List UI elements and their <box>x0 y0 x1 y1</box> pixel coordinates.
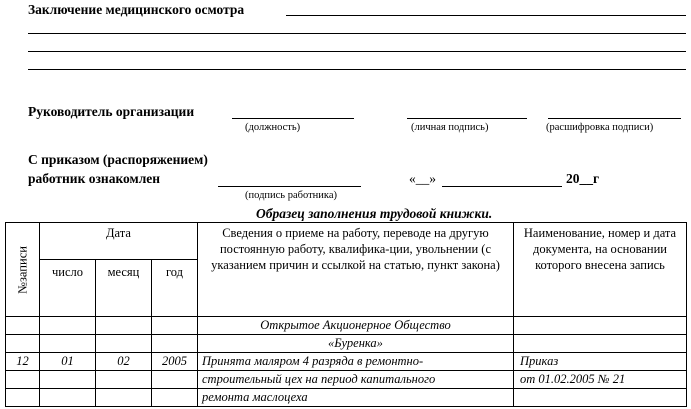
document-header: Наименование, номер и дата документа, на основании которого внесена запись <box>514 223 687 317</box>
document-cell <box>514 335 687 353</box>
signature-decoding-caption: (расшифровка подписи) <box>546 122 654 133</box>
signature-decoding-field-line[interactable] <box>548 118 681 119</box>
document-cell <box>514 317 687 335</box>
date-header: Дата <box>40 223 198 260</box>
signature-caption: (личная подпись) <box>411 122 489 133</box>
table-row <box>6 389 687 407</box>
day-header: число <box>40 260 96 317</box>
record-number-header: №записи <box>6 223 40 317</box>
day-cell: 01 <box>40 353 96 371</box>
year-cell: 2005 <box>152 353 198 371</box>
year-cell <box>152 371 198 389</box>
employee-signature-line[interactable] <box>218 186 361 187</box>
month-cell <box>96 371 152 389</box>
year-cell <box>152 335 198 353</box>
record-number-cell <box>6 389 40 407</box>
month-cell <box>96 335 152 353</box>
day-cell <box>40 389 96 407</box>
employment-info-cell: строительный цех на период капитального <box>198 371 514 389</box>
employment-info-cell: «Буренка» <box>198 335 514 353</box>
conclusion-line-2[interactable] <box>28 33 686 34</box>
record-number-cell <box>6 371 40 389</box>
signature-field-line[interactable] <box>407 118 527 119</box>
date-month-line[interactable] <box>442 186 562 187</box>
employee-acquainted-label: работник ознакомлен <box>28 171 161 186</box>
table-row <box>6 353 687 371</box>
year-cell <box>152 317 198 335</box>
day-cell <box>40 335 96 353</box>
year-cell <box>152 389 198 407</box>
record-number-cell <box>6 317 40 335</box>
date-day-quote: «__» <box>409 171 436 186</box>
day-cell <box>40 371 96 389</box>
medical-conclusion-label: Заключение медицинского осмотра <box>28 2 245 17</box>
table-row <box>6 335 687 353</box>
record-number-cell: 12 <box>6 353 40 371</box>
document-cell: от 01.02.2005 № 21 <box>514 371 687 389</box>
position-field-line[interactable] <box>232 118 354 119</box>
conclusion-field-line[interactable] <box>286 15 686 16</box>
table-row <box>6 371 687 389</box>
month-cell <box>96 317 152 335</box>
month-cell <box>96 389 152 407</box>
position-caption: (должность) <box>245 122 301 133</box>
employment-info-cell: Открытое Акционерное Общество <box>198 317 514 335</box>
employment-record-table <box>5 222 687 407</box>
conclusion-line-3[interactable] <box>28 51 686 52</box>
year-header: год <box>152 260 198 317</box>
date-year: 20__г <box>566 171 600 186</box>
conclusion-line-4[interactable] <box>28 69 686 70</box>
employment-info-cell: Принята маляром 4 разряда в ремонтно- <box>198 353 514 371</box>
sample-title: Образец заполнения трудовой книжки. <box>256 206 493 221</box>
head-of-organization-label: Руководитель организации <box>28 104 195 119</box>
document-cell: Приказ <box>514 353 687 371</box>
month-header: месяц <box>96 260 152 317</box>
employee-signature-caption: (подпись работника) <box>245 190 338 201</box>
day-cell <box>40 317 96 335</box>
employment-info-header: Сведения о приеме на работу, переводе на другую постоянную работу, квалифика-ции, увольнении (с указанием причин и ссылкой на статью, пункт закона) <box>198 223 514 317</box>
employment-info-cell: ремонта маслоцеха <box>198 389 514 407</box>
record-number-cell <box>6 335 40 353</box>
order-label: С приказом (распоряжением) <box>28 152 208 167</box>
table-row <box>6 317 687 335</box>
month-cell: 02 <box>96 353 152 371</box>
document-cell <box>514 389 687 407</box>
